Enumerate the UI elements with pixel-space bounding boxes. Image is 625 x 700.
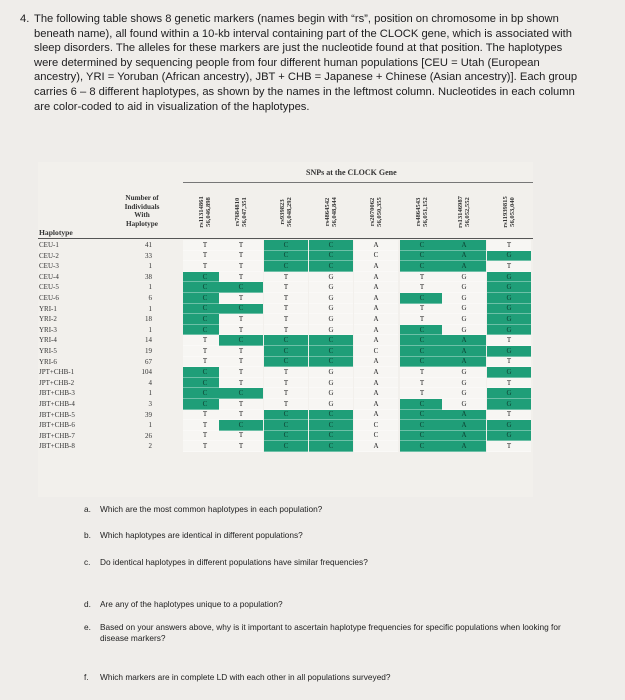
haplotype-header: Haplotype: [39, 228, 73, 237]
sub-question-text: Do identical haplotypes in different populations have similar frequencies?: [100, 557, 368, 567]
allele-cell: C: [309, 441, 353, 452]
allele-cell: T: [487, 335, 531, 346]
allele-cell: G: [309, 399, 353, 410]
sub-question-text: Which are the most common haplotypes in each population?: [100, 504, 323, 514]
allele-cell: T: [264, 293, 308, 304]
allele-cell: T: [400, 282, 444, 293]
allele-cell: G: [487, 304, 531, 315]
snp-name: rs7684810: [234, 197, 242, 227]
snp-position: 56,052,552: [464, 197, 471, 227]
allele-cell: T: [400, 367, 444, 378]
snp-header-label: [324, 197, 338, 227]
allele-cell: G: [442, 272, 486, 283]
allele-cell: A: [442, 420, 486, 431]
allele-cell: G: [309, 304, 353, 315]
snp-position: 56,047,351: [241, 197, 249, 227]
allele-cell: G: [487, 399, 531, 410]
table-row: [38, 367, 533, 378]
allele-cell: C: [309, 346, 353, 357]
table-row: [38, 272, 533, 283]
allele-cell: C: [400, 240, 444, 251]
allele-cell: C: [400, 441, 444, 452]
allele-cell: C: [400, 335, 444, 346]
allele-cell: A: [442, 431, 486, 442]
snp-haplotype-table: [38, 162, 533, 497]
allele-cell: T: [487, 378, 531, 389]
allele-cell: T: [264, 378, 308, 389]
allele-cell: G: [487, 367, 531, 378]
sub-question-letter: a.: [84, 504, 91, 514]
haplotype-name: JBT+CHB-7: [39, 431, 75, 440]
allele-cell: T: [219, 441, 263, 452]
snp-header-label: [502, 196, 516, 228]
haplotype-name: CEU-4: [39, 272, 59, 281]
allele-cell: A: [354, 378, 398, 389]
allele-cell: C: [183, 388, 227, 399]
allele-cell: A: [442, 357, 486, 368]
table-row: [38, 282, 533, 293]
individual-count: 1: [148, 304, 152, 313]
allele-cell: A: [442, 346, 486, 357]
allele-cell: C: [400, 431, 444, 442]
snp-header: [229, 184, 253, 240]
allele-cell: A: [354, 357, 398, 368]
sub-question-letter: d.: [84, 599, 91, 609]
allele-cell: A: [354, 272, 398, 283]
snp-position: 56,051,152: [422, 197, 430, 227]
individual-count: 38: [145, 272, 152, 281]
table-row: [38, 388, 533, 399]
snp-header-label: [369, 197, 383, 227]
allele-cell: A: [442, 410, 486, 421]
snp-header: [193, 184, 217, 240]
allele-cell: C: [183, 282, 227, 293]
allele-cell: G: [309, 314, 353, 325]
allele-cell: G: [442, 314, 486, 325]
snp-name: rs4864542: [324, 197, 332, 227]
allele-cell: T: [219, 251, 263, 262]
haplotype-name: YRI-1: [39, 304, 57, 313]
allele-cell: C: [219, 420, 263, 431]
allele-cell: T: [183, 420, 227, 431]
haplotype-name: JPT+CHB-1: [39, 368, 75, 377]
snp-position: 56,048,292: [286, 197, 294, 227]
allele-cell: T: [264, 367, 308, 378]
allele-cell: A: [354, 261, 398, 272]
individual-count: 1: [148, 283, 152, 292]
table-row: [38, 251, 533, 262]
allele-cell: C: [264, 441, 308, 452]
haplotype-name: JPT+CHB-2: [39, 378, 75, 387]
snp-header: [497, 184, 521, 240]
snp-position: 56,053,040: [509, 197, 517, 227]
snp-name: rs11314861: [198, 196, 206, 228]
snp-header: [274, 184, 298, 240]
table-row: [38, 441, 533, 452]
allele-cell: C: [309, 261, 353, 272]
allele-cell: A: [442, 240, 486, 251]
individual-count: 26: [145, 431, 152, 440]
allele-cell: T: [183, 410, 227, 421]
allele-cell: C: [400, 251, 444, 262]
allele-cell: T: [183, 357, 227, 368]
allele-cell: A: [354, 441, 398, 452]
table-row: [38, 378, 533, 389]
allele-cell: C: [183, 272, 227, 283]
allele-cell: T: [183, 441, 227, 452]
allele-cell: C: [309, 410, 353, 421]
individual-count: 14: [145, 336, 152, 345]
allele-cell: C: [264, 431, 308, 442]
snp-header-label: [457, 196, 471, 228]
table-row: [38, 431, 533, 442]
individual-count: 4: [148, 378, 152, 387]
allele-cell: G: [487, 293, 531, 304]
allele-cell: T: [219, 431, 263, 442]
allele-cell: T: [219, 346, 263, 357]
sub-question-text: Which markers are in complete LD with each other in all populations surveyed?: [100, 672, 391, 682]
allele-cell: C: [219, 335, 263, 346]
haplotype-name: CEU-6: [39, 293, 59, 302]
allele-cell: C: [219, 304, 263, 315]
allele-cell: C: [400, 399, 444, 410]
sub-question-letter: b.: [84, 530, 91, 540]
allele-cell: T: [264, 314, 308, 325]
allele-cell: T: [400, 378, 444, 389]
allele-cell: T: [219, 357, 263, 368]
haplotype-name: CEU-2: [39, 251, 59, 260]
allele-cell: C: [264, 261, 308, 272]
snp-position: 56,046,898: [205, 197, 213, 227]
snp-header-label: [279, 197, 293, 227]
allele-cell: G: [487, 346, 531, 357]
sub-question-letter: f.: [84, 672, 89, 682]
allele-cell: G: [442, 325, 486, 336]
allele-cell: T: [400, 314, 444, 325]
haplotype-name: YRI-5: [39, 346, 57, 355]
allele-cell: T: [264, 399, 308, 410]
allele-cell: A: [442, 261, 486, 272]
allele-cell: C: [400, 293, 444, 304]
snp-header: [364, 184, 388, 240]
table-row: [38, 240, 533, 251]
allele-cell: T: [183, 431, 227, 442]
allele-cell: T: [400, 304, 444, 315]
allele-cell: C: [400, 410, 444, 421]
individual-count: 18: [145, 315, 152, 324]
snp-name: rs939823: [279, 199, 287, 225]
question-number: 4.: [20, 13, 30, 25]
allele-cell: A: [354, 388, 398, 399]
allele-cell: A: [354, 367, 398, 378]
sub-question-text: Based on your answers above, why is it important to ascertain haplotype frequencies for specific populations when looking for disease markers?: [100, 622, 561, 643]
haplotype-name: YRI-3: [39, 325, 57, 334]
allele-cell: G: [487, 388, 531, 399]
snp-position: 56,048,844: [331, 197, 339, 227]
individual-count: 39: [145, 410, 152, 419]
allele-cell: C: [183, 293, 227, 304]
table-row: [38, 261, 533, 272]
allele-cell: A: [442, 335, 486, 346]
allele-cell: G: [442, 388, 486, 399]
table-row: [38, 304, 533, 315]
allele-cell: A: [354, 282, 398, 293]
table-body: [38, 240, 533, 452]
allele-cell: T: [183, 346, 227, 357]
allele-cell: T: [219, 314, 263, 325]
allele-cell: C: [183, 367, 227, 378]
haplotype-name: YRI-2: [39, 315, 57, 324]
haplotype-name: CEU-3: [39, 262, 59, 271]
sub-question-letter: e.: [84, 622, 91, 632]
allele-cell: G: [487, 272, 531, 283]
haplotype-name: JBT+CHB-5: [39, 410, 75, 419]
allele-cell: G: [442, 399, 486, 410]
allele-cell: C: [183, 378, 227, 389]
allele-cell: C: [183, 314, 227, 325]
snp-header: [452, 184, 476, 240]
allele-cell: G: [487, 325, 531, 336]
allele-cell: T: [219, 325, 263, 336]
allele-cell: G: [442, 304, 486, 315]
snps-title: SNPs at the CLOCK Gene: [306, 168, 397, 177]
allele-cell: T: [264, 325, 308, 336]
allele-cell: T: [400, 388, 444, 399]
allele-cell: C: [309, 420, 353, 431]
allele-cell: G: [442, 293, 486, 304]
allele-cell: A: [354, 410, 398, 421]
allele-cell: T: [487, 240, 531, 251]
snp-name: rs4864543: [415, 197, 423, 227]
snp-header-label: [234, 197, 248, 227]
allele-cell: G: [309, 272, 353, 283]
allele-cell: A: [354, 293, 398, 304]
allele-cell: A: [354, 399, 398, 410]
snps-title-rule: [183, 182, 533, 183]
allele-cell: T: [219, 272, 263, 283]
haplotype-name: JBT+CHB-8: [39, 442, 75, 451]
table-row: [38, 399, 533, 410]
allele-cell: T: [219, 367, 263, 378]
snp-header: [410, 184, 434, 240]
snp-name: rs11939815: [502, 196, 510, 228]
individual-count: 1: [148, 389, 152, 398]
allele-cell: C: [309, 357, 353, 368]
individual-count: 6: [148, 293, 152, 302]
allele-cell: C: [400, 346, 444, 357]
allele-cell: T: [183, 251, 227, 262]
question-text: The following table shows 8 genetic markers (names begin with “rs”, position on chromosome in bp shown beneath name), all found within a 10-kb interval containing part of the CLOCK gene, which is associated with sleep disorders. The alleles for these markers are just the nucleotide found at that position. The haplotypes were determined by sequencing people from four different human populations [CEU = Utah (European ancestry), YRI = Yoruban (African ancestry), JBT + CHB = Japanese + Chinese (Asian ancestry)]. Each group carries 6 – 8 different haplotypes, as shown by the names in the leftmost column. Nucleotides in each column are color-coded to aid in visualization of the haplotypes.: [34, 13, 578, 113]
allele-cell: A: [354, 240, 398, 251]
table-row: [38, 293, 533, 304]
haplotype-name: JBT+CHB-6: [39, 421, 75, 430]
sub-question-text: Which haplotypes are identical in different populations?: [100, 530, 303, 540]
allele-cell: T: [487, 441, 531, 452]
haplotype-name: CEU-1: [39, 241, 59, 249]
sub-question-letter: c.: [84, 557, 91, 567]
allele-cell: T: [487, 261, 531, 272]
individual-count: 67: [145, 357, 152, 366]
snp-position: 56,050,355: [376, 197, 384, 227]
allele-cell: G: [309, 388, 353, 399]
individual-count: 3: [148, 399, 152, 408]
snp-name: rs13146987: [457, 196, 464, 228]
table-row: [38, 410, 533, 421]
individual-count: 1: [148, 421, 152, 430]
allele-cell: C: [264, 420, 308, 431]
allele-cell: C: [264, 357, 308, 368]
table-row: [38, 335, 533, 346]
allele-cell: G: [487, 420, 531, 431]
allele-cell: C: [219, 388, 263, 399]
allele-cell: A: [354, 335, 398, 346]
individual-count: 33: [145, 251, 152, 260]
snp-header-label: [415, 197, 429, 227]
allele-cell: C: [400, 357, 444, 368]
allele-cell: A: [354, 304, 398, 315]
individual-count: 41: [145, 241, 152, 249]
allele-cell: C: [400, 261, 444, 272]
allele-cell: G: [487, 431, 531, 442]
table-row: [38, 346, 533, 357]
table-row: [38, 314, 533, 325]
allele-cell: T: [264, 282, 308, 293]
haplotype-name: CEU-5: [39, 283, 59, 292]
allele-cell: T: [219, 240, 263, 251]
allele-cell: C: [400, 420, 444, 431]
allele-cell: T: [219, 399, 263, 410]
allele-cell: T: [219, 261, 263, 272]
allele-cell: C: [309, 240, 353, 251]
number-individuals-header: Number of Individuals With Haplotype: [124, 194, 160, 228]
allele-cell: C: [354, 346, 398, 357]
allele-cell: G: [487, 282, 531, 293]
haplotype-name: YRI-4: [39, 336, 57, 345]
individual-count: 1: [148, 325, 152, 334]
allele-cell: A: [442, 441, 486, 452]
snp-header-label: [198, 196, 212, 228]
allele-cell: C: [219, 282, 263, 293]
allele-cell: C: [354, 251, 398, 262]
table-row: [38, 420, 533, 431]
haplotype-name: JBT+CHB-3: [39, 389, 75, 398]
allele-cell: G: [487, 314, 531, 325]
snp-header: [319, 184, 343, 240]
allele-cell: T: [183, 335, 227, 346]
allele-cell: G: [442, 378, 486, 389]
allele-cell: A: [442, 251, 486, 262]
allele-cell: G: [309, 282, 353, 293]
allele-cell: A: [354, 325, 398, 336]
allele-cell: G: [309, 293, 353, 304]
allele-cell: C: [183, 304, 227, 315]
allele-cell: C: [309, 251, 353, 262]
allele-cell: G: [309, 367, 353, 378]
allele-cell: C: [264, 251, 308, 262]
allele-cell: T: [487, 410, 531, 421]
allele-cell: T: [264, 388, 308, 399]
allele-cell: G: [442, 282, 486, 293]
individual-count: 1: [148, 262, 152, 271]
snp-name: rs2070062: [369, 197, 377, 227]
haplotype-name: YRI-6: [39, 357, 57, 366]
individual-count: 104: [141, 368, 152, 377]
allele-cell: C: [264, 335, 308, 346]
individual-count: 2: [148, 442, 152, 451]
allele-cell: T: [183, 240, 227, 251]
allele-cell: C: [264, 346, 308, 357]
allele-cell: G: [309, 378, 353, 389]
allele-cell: C: [183, 325, 227, 336]
allele-cell: T: [183, 261, 227, 272]
allele-cell: T: [219, 293, 263, 304]
allele-cell: C: [354, 431, 398, 442]
allele-cell: C: [400, 325, 444, 336]
allele-cell: G: [309, 325, 353, 336]
allele-cell: C: [354, 420, 398, 431]
allele-cell: T: [219, 378, 263, 389]
table-row: [38, 325, 533, 336]
allele-cell: C: [264, 410, 308, 421]
question-4: [20, 12, 585, 114]
allele-cell: T: [264, 304, 308, 315]
allele-cell: A: [354, 314, 398, 325]
allele-cell: T: [400, 272, 444, 283]
header-rule: [38, 238, 533, 239]
allele-cell: C: [309, 431, 353, 442]
allele-cell: C: [264, 240, 308, 251]
allele-cell: C: [309, 335, 353, 346]
allele-cell: T: [487, 357, 531, 368]
individual-count: 19: [145, 346, 152, 355]
allele-cell: G: [487, 251, 531, 262]
sub-question-text: Are any of the haplotypes unique to a population?: [100, 599, 283, 609]
allele-cell: T: [264, 272, 308, 283]
table-row: [38, 357, 533, 368]
haplotype-name: JBT+CHB-4: [39, 399, 75, 408]
allele-cell: T: [219, 410, 263, 421]
allele-cell: G: [442, 367, 486, 378]
allele-cell: C: [183, 399, 227, 410]
